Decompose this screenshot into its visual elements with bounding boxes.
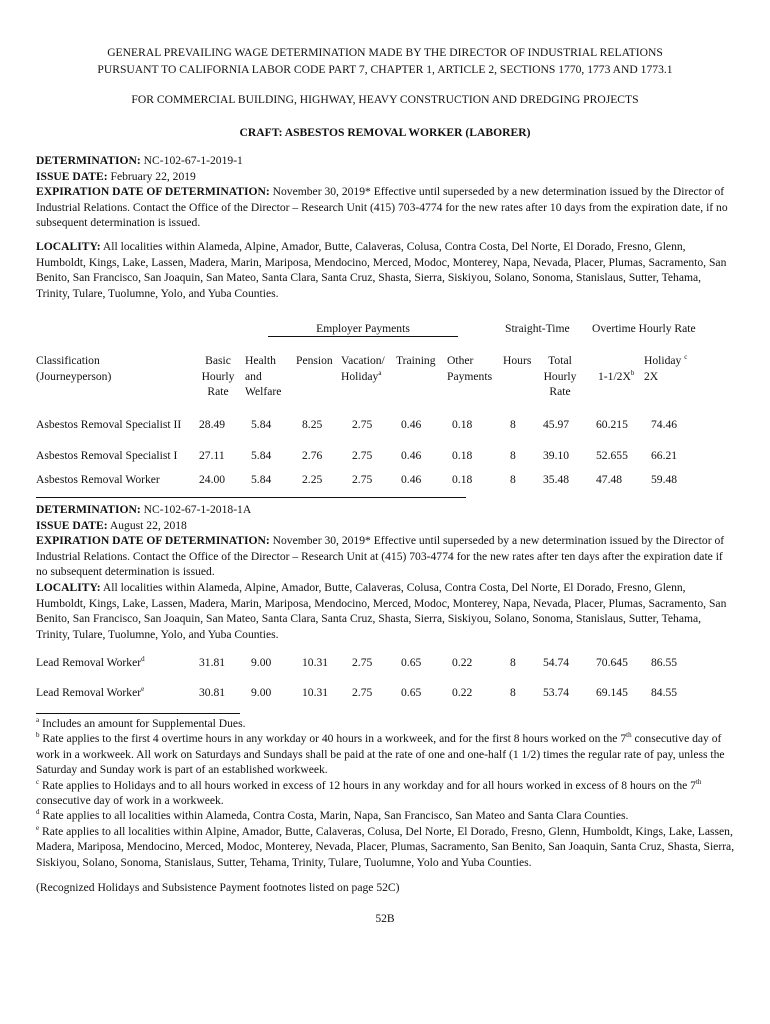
cell-training: 0.46 — [401, 473, 422, 486]
cell-ot: 60.215 — [596, 418, 628, 431]
cell-health: 5.84 — [251, 418, 272, 431]
employer-payments-underline — [268, 336, 458, 337]
cell-basic: 24.00 — [199, 473, 226, 486]
cell-vacation: 2.75 — [352, 473, 373, 486]
cell-hours: 8 — [510, 686, 516, 699]
cell-ot: 70.645 — [596, 656, 628, 669]
classification-name: Asbestos Removal Specialist I — [36, 449, 178, 462]
cell-dt: 66.21 — [651, 449, 678, 462]
footnote-e: $^e$ Rate applies to all localities within Alpine, Amador, Butte, Calaveras, Colusa, Del Norte, El Dorado, Fresno, Glenn, Humboldt, Kings, Lake, Lassen, Madera, Mariposa, Mendocino, Merced, Modoc, Monterey, Nevada, Placer, Plumas, Sacramento, San Benito, San Joaquin, Santa Cruz, Shasta, Sierra, Siskiyou, Solano, Sonoma, Stanislaus, Sutter, Tehama, Trinity, Tulare, Tuolumne, Yolo and Yuba Counties. — [36, 823, 735, 869]
cell-vacation: 2.75 — [352, 656, 373, 669]
cell-total: 53.74 — [543, 686, 570, 699]
section-divider — [36, 497, 466, 498]
cell-pension: 2.25 — [302, 473, 323, 486]
cell-other: 0.18 — [452, 418, 473, 431]
cell-ot: 52.655 — [596, 449, 628, 462]
expiration-label: EXPIRATION DATE OF DETERMINATION: — [36, 185, 270, 199]
cell-health: 5.84 — [251, 473, 272, 486]
expiration-text: November 30, 2019* Effective until superseded by a new determination issued by the Director of Industrial Relations. Contact the Office of the Director – Research Unit (415) 703-4774 for the new rates after 10 days from the expiration date, if no subsequent determination is issued. — [36, 185, 728, 230]
cell-total: 45.97 — [543, 418, 570, 431]
cell-dt: 84.55 — [651, 686, 678, 699]
cell-dt: 59.48 — [651, 473, 678, 486]
cell-ot: 69.145 — [596, 686, 628, 699]
classification-name: Asbestos Removal Specialist II — [36, 418, 182, 431]
cell-other: 0.18 — [452, 473, 473, 486]
determination-label: DETERMINATION: — [36, 503, 141, 516]
cell-total: 35.48 — [543, 473, 570, 486]
cell-pension: 10.31 — [302, 656, 329, 669]
cell-other: 0.18 — [452, 449, 473, 462]
cell-hours: 8 — [510, 449, 516, 462]
cell-health: 5.84 — [251, 449, 272, 462]
cell-hours: 8 — [510, 418, 516, 431]
cell-basic: 30.81 — [199, 686, 226, 699]
cell-basic: 31.81 — [199, 656, 226, 669]
cell-training: 0.65 — [401, 686, 422, 699]
issue-date-label: ISSUE DATE: — [36, 518, 108, 532]
cell-total: 39.10 — [543, 449, 570, 462]
footnote-d: $^d$ Rate applies to all localities within Alameda, Contra Costa, Marin, Napa, San Francisco, San Mateo and Santa Clara Counties. — [36, 808, 629, 823]
cell-dt: 74.46 — [651, 418, 678, 431]
training-header: Training — [396, 354, 436, 367]
header-line-1: GENERAL PREVAILING WAGE DETERMINATION MADE BY THE DIRECTOR OF INDUSTRIAL RELATIONS — [107, 46, 663, 59]
header-line-2: PURSUANT TO CALIFORNIA LABOR CODE PART 7, CHAPTER 1, ARTICLE 2, SECTIONS 1770, 1773 AND 1773.1 — [97, 63, 673, 76]
locality-label: LOCALITY: — [36, 239, 101, 253]
expiration-text: November 30, 2019* Effective until superseded by a new determination issued by the Director of Industrial Relations. Contact the Office of the Director – Research Unit at (415) 703-4774 for the new rates after ten days after the expiration date if no subsequent determination is issued. — [36, 534, 725, 579]
classification-name: Lead Removal Worker$^d$ — [36, 655, 145, 669]
cell-ot: 47.48 — [596, 473, 623, 486]
cell-hours: 8 — [510, 473, 516, 486]
locality-text: All localities within Alameda, Alpine, Amador, Butte, Calaveras, Colusa, Contra Costa, Del Norte, El Dorado, Fresno, Glenn, Humboldt, Kings, Lake, Lassen, Madera, Marin, Mariposa, Mendocino, Merced, Modoc, Monterey, Napa, Nevada, Placer, Plumas, Sacramento, San Benito, San Francisco, San Joaquin, San Mateo, Santa Clara, Santa Cruz, Shasta, Sierra, Siskiyou, Solano, Sonoma, Stanislaus, Sutter, Tehama, Trinity, Tulare, Tuolumne, Yolo, and Yuba Counties. — [36, 580, 727, 641]
cell-pension: 10.31 — [302, 686, 329, 699]
footnote-a: $^a$ Includes an amount for Supplemental Dues. — [36, 716, 246, 730]
other-payments-header: Other Payments — [447, 354, 493, 383]
issue-date-value: February 22, 2019 — [107, 169, 196, 183]
pension-header: Pension — [296, 354, 333, 367]
cell-training: 0.46 — [401, 449, 422, 462]
classification-name: Asbestos Removal Worker — [36, 473, 160, 486]
page-number: 52B — [375, 912, 395, 925]
footnotes — [36, 716, 736, 870]
holidays-note: (Recognized Holidays and Subsistence Payment footnotes listed on page 52C) — [36, 881, 400, 894]
determination-1-block — [36, 153, 736, 301]
cell-pension: 2.76 — [302, 449, 323, 462]
determination-2-block — [36, 502, 736, 642]
cell-basic: 28.49 — [199, 418, 226, 431]
health-welfare-header: Health and Welfare — [245, 354, 282, 399]
cell-other: 0.22 — [452, 686, 473, 699]
cell-pension: 8.25 — [302, 418, 323, 431]
cell-other: 0.22 — [452, 656, 473, 669]
cell-training: 0.46 — [401, 418, 422, 431]
total-rate-header: Total Hourly Rate — [543, 354, 577, 399]
overtime-1-5x-header: $1-1/2X^b$ — [598, 369, 635, 383]
employer-payments-header: Employer Payments — [316, 322, 410, 335]
footnote-b: $^b$ Rate applies to the first 4 overtime hours in any workday or 40 hours in a workweek, and for the first 8 hours worked on the 7th consecutive day of work in a workweek. All work on Saturdays and Sundays shall be paid at the rate of one and one-half (1 1/2) times the regular rate of pay, unless the Saturday and Sunday work is part of an established workweek. — [36, 731, 725, 777]
determination-label: DETERMINATION: — [36, 154, 141, 167]
footnote-c: $^c$ Rate applies to Holidays and to all hours worked in excess of 12 hours in any workday and for all hours worked in excess of 8 hours on the 7th consecutive day of work in a workweek. — [36, 777, 702, 808]
footnote-divider — [36, 713, 240, 714]
locality-label: LOCALITY: — [36, 580, 101, 594]
overtime-header: Overtime Hourly Rate — [592, 322, 696, 335]
craft-title: CRAFT: ASBESTOS REMOVAL WORKER (LABORER) — [239, 126, 531, 139]
straight-time-header: Straight-Time — [505, 322, 570, 335]
vacation-holiday-header: Vacation/ Holiday$^a$ — [341, 354, 385, 383]
cell-vacation: 2.75 — [352, 686, 373, 699]
cell-total: 54.74 — [543, 656, 570, 669]
cell-vacation: 2.75 — [352, 449, 373, 462]
header-line-3: FOR COMMERCIAL BUILDING, HIGHWAY, HEAVY CONSTRUCTION AND DREDGING PROJECTS — [131, 93, 639, 106]
cell-basic: 27.11 — [199, 449, 225, 462]
cell-dt: 86.55 — [651, 656, 678, 669]
cell-training: 0.65 — [401, 656, 422, 669]
expiration-label: EXPIRATION DATE OF DETERMINATION: — [36, 534, 270, 548]
determination-number: NC-102-67-1-2018-1A — [140, 503, 252, 516]
determination-number: NC-102-67-1-2019-1 — [140, 154, 243, 167]
hours-header: Hours — [503, 354, 532, 367]
issue-date-value: August 22, 2018 — [107, 518, 187, 532]
cell-hours: 8 — [510, 656, 516, 669]
cell-health: 9.00 — [251, 686, 272, 699]
cell-vacation: 2.75 — [352, 418, 373, 431]
locality-text: All localities within Alameda, Alpine, Amador, Butte, Calaveras, Colusa, Contra Costa, Del Norte, El Dorado, Fresno, Glenn, Humboldt, Kings, Lake, Lassen, Madera, Marin, Mariposa, Mendocino, Merced, Modoc, Monterey, Napa, Nevada, Placer, Plumas, Sacramento, San Benito, San Francisco, San Joaquin, San Mateo, Santa Clara, Santa Cruz, Shasta, Sierra, Siskiyou, Solano, Sonoma, Stanislaus, Sutter, Tehama, Trinity, Tulare, Tuolumne, Yolo, and Yuba Counties. — [36, 239, 727, 300]
issue-date-label: ISSUE DATE: — [36, 169, 108, 183]
holiday-2x-header: Holiday $^c$ 2X — [644, 353, 688, 383]
basic-rate-header: Basic Hourly Rate — [201, 354, 235, 399]
classification-header: Classification (Journeyperson) — [36, 354, 112, 383]
cell-health: 9.00 — [251, 656, 272, 669]
classification-name: Lead Removal Worker$^e$ — [36, 685, 145, 699]
